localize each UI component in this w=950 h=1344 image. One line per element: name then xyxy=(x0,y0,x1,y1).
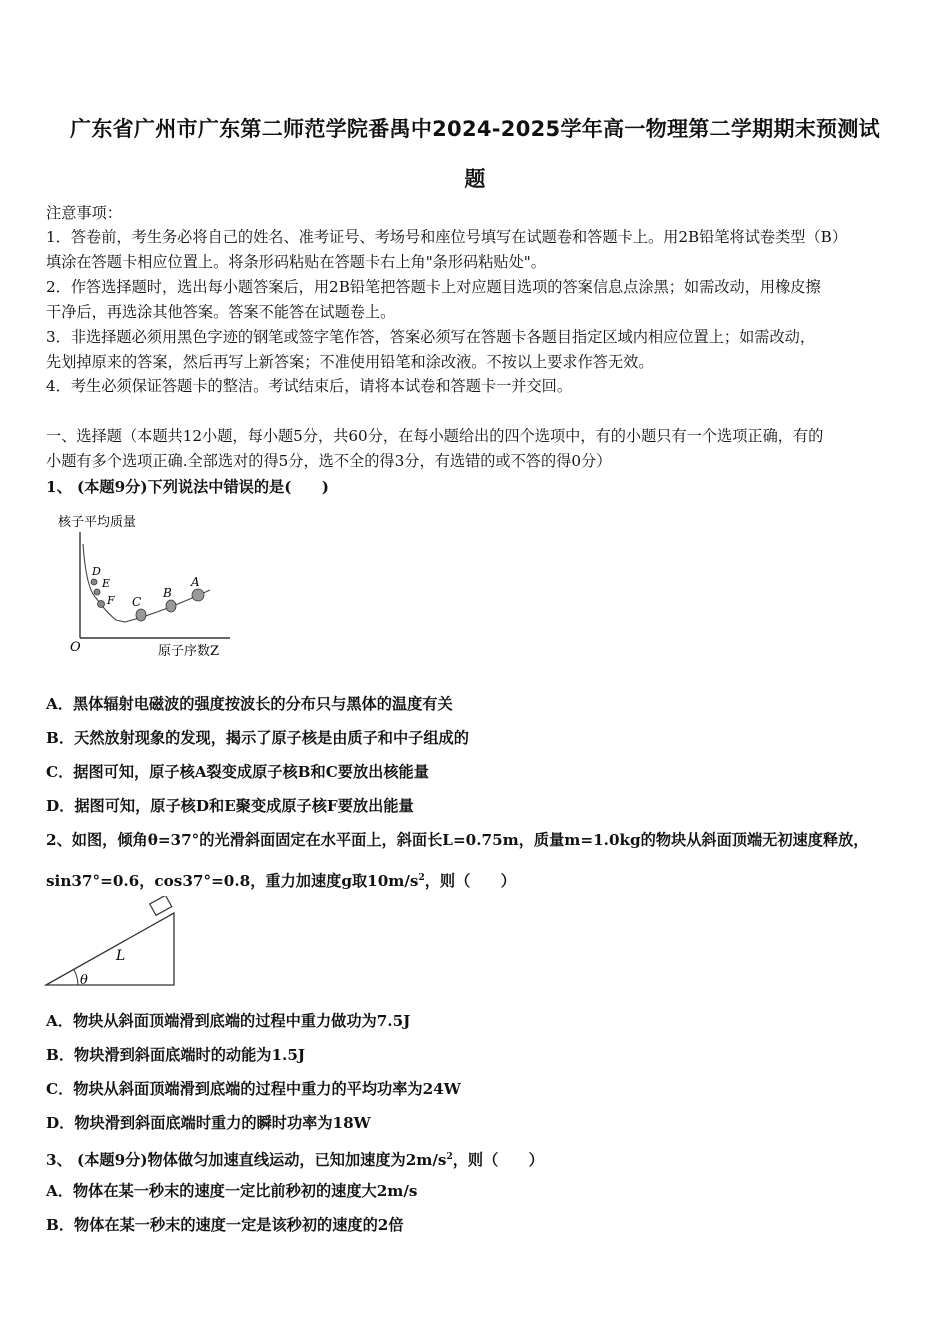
q2-option-c: C．物块从斜面顶端滑到底端的过程中重力的平均功率为24W xyxy=(46,1080,461,1098)
q1-point-a xyxy=(192,589,204,601)
q1-point-f xyxy=(98,601,105,608)
q3-option-b: B．物体在某一秒末的速度一定是该秒初的速度的2倍 xyxy=(46,1216,404,1234)
q1-stem: 1、 (本题9分)下列说法中错误的是( ) xyxy=(46,478,329,496)
q1-label-e: E xyxy=(102,577,111,590)
q1-option-a: A．黑体辐射电磁波的强度按波长的分布只与黑体的温度有关 xyxy=(46,695,453,713)
q1-label-d: D xyxy=(92,565,101,578)
notes-line: 2．作答选择题时，选出每小题答案后，用2B铅笔把答题卡上对应题目选项的答案信息点涂黑；如需改动，用橡皮擦 xyxy=(46,278,821,296)
q1-label-b: B xyxy=(163,586,172,600)
q1-option-b: B．天然放射现象的发现，揭示了原子核是由质子和中子组成的 xyxy=(46,729,469,747)
q2-stem-line2 xyxy=(46,868,916,891)
q2-option-d: D．物块滑到斜面底端时重力的瞬时功率为18W xyxy=(46,1114,371,1132)
q1-point-c xyxy=(136,609,146,621)
q1-figure-ylabel: 核子平均质量 xyxy=(58,515,137,530)
notes-line: 3．非选择题必须用黑色字迹的钢笔或签字笔作答，答案必须写在答题卡各题目指定区域内相应位置上；如需改动， xyxy=(46,328,816,346)
notes-line: 填涂在答题卡相应位置上。将条形码粘贴在答题卡右上角"条形码粘贴处"。 xyxy=(46,253,546,271)
q1-point-d xyxy=(91,579,97,585)
q2-stem-line1: 2、如图，倾角θ=37°的光滑斜面固定在水平面上，斜面长L=0.75m，质量m=1.0kg的物块从斜面顶端无初速度释放， xyxy=(46,831,869,849)
q3-stem xyxy=(46,1147,916,1170)
q2-stem-line2-sup: 2 xyxy=(418,873,425,883)
q1-option-d: D．据图可知，原子核D和E聚变成原子核F要放出能量 xyxy=(46,797,414,815)
q3-stem-text: 3、 (本题9分)物体做匀加速直线运动，已知加速度为2m/s xyxy=(46,1151,447,1170)
notes-line: 1．答卷前，考生务必将自己的姓名、准考证号、考场号和座位号填写在试题卷和答题卡上。用2B铅笔将试卷类型（B） xyxy=(46,228,848,246)
q1-label-c: C xyxy=(132,595,142,609)
q1-label-a: A xyxy=(191,575,200,589)
q1-point-e xyxy=(94,589,100,595)
q3-stem-tail: ，则（ ） xyxy=(452,1151,544,1170)
q2-incline-triangle xyxy=(46,913,174,985)
notes-line: 4．考生必须保证答题卡的整洁。考试结束后，请将本试卷和答题卡一并交回。 xyxy=(46,377,573,395)
q2-block xyxy=(150,896,172,915)
q2-stem-line2-text: sin37°=0.6，cos37°=0.8，重力加速度g取10m/s xyxy=(46,872,419,891)
q1-figure-origin: O xyxy=(70,640,81,655)
q2-stem-line2-tail: ，则（ ） xyxy=(424,872,516,891)
q1-label-f: F xyxy=(107,594,115,607)
notes-line: 干净后，再选涂其他答案。答案不能答在试题卷上。 xyxy=(46,303,396,321)
exam-title-line1: 广东省广州市广东第二师范学院番禺中2024-2025学年高一物理第二学期期末预测试 xyxy=(70,117,880,141)
q2-angle-arc xyxy=(74,970,78,985)
section1-instructions-line2: 小题有多个选项正确.全部选对的得5分，选不全的得3分，有选错的或不答的得0分） xyxy=(46,452,612,470)
q2-angle-label: θ xyxy=(80,973,88,988)
notes-heading: 注意事项： xyxy=(46,204,122,222)
q1-binding-curve-figure xyxy=(50,508,250,663)
q2-length-label: L xyxy=(116,948,126,964)
q2-option-a: A．物块从斜面顶端滑到底端的过程中重力做功为7.5J xyxy=(46,1012,411,1030)
section1-instructions-line1: 一、选择题（本题共12小题，每小题5分，共60分，在每小题给出的四个选项中，有的小题只有一个选项正确，有的 xyxy=(46,427,824,445)
exam-title-line2: 题 xyxy=(464,167,486,191)
q1-option-c: C．据图可知，原子核A裂变成原子核B和C要放出核能量 xyxy=(46,763,429,781)
q3-stem-sup: 2 xyxy=(446,1152,453,1162)
q2-incline-figure xyxy=(44,896,184,991)
q1-point-b xyxy=(166,600,176,612)
notes-line: 先划掉原来的答案，然后再写上新答案；不准使用铅笔和涂改液。不按以上要求作答无效。 xyxy=(46,353,654,371)
q3-option-a: A．物体在某一秒末的速度一定比前秒初的速度大2m/s xyxy=(46,1182,418,1200)
q2-option-b: B．物块滑到斜面底端时的动能为1.5J xyxy=(46,1046,306,1064)
q1-figure-xlabel: 原子序数Z xyxy=(158,644,220,659)
